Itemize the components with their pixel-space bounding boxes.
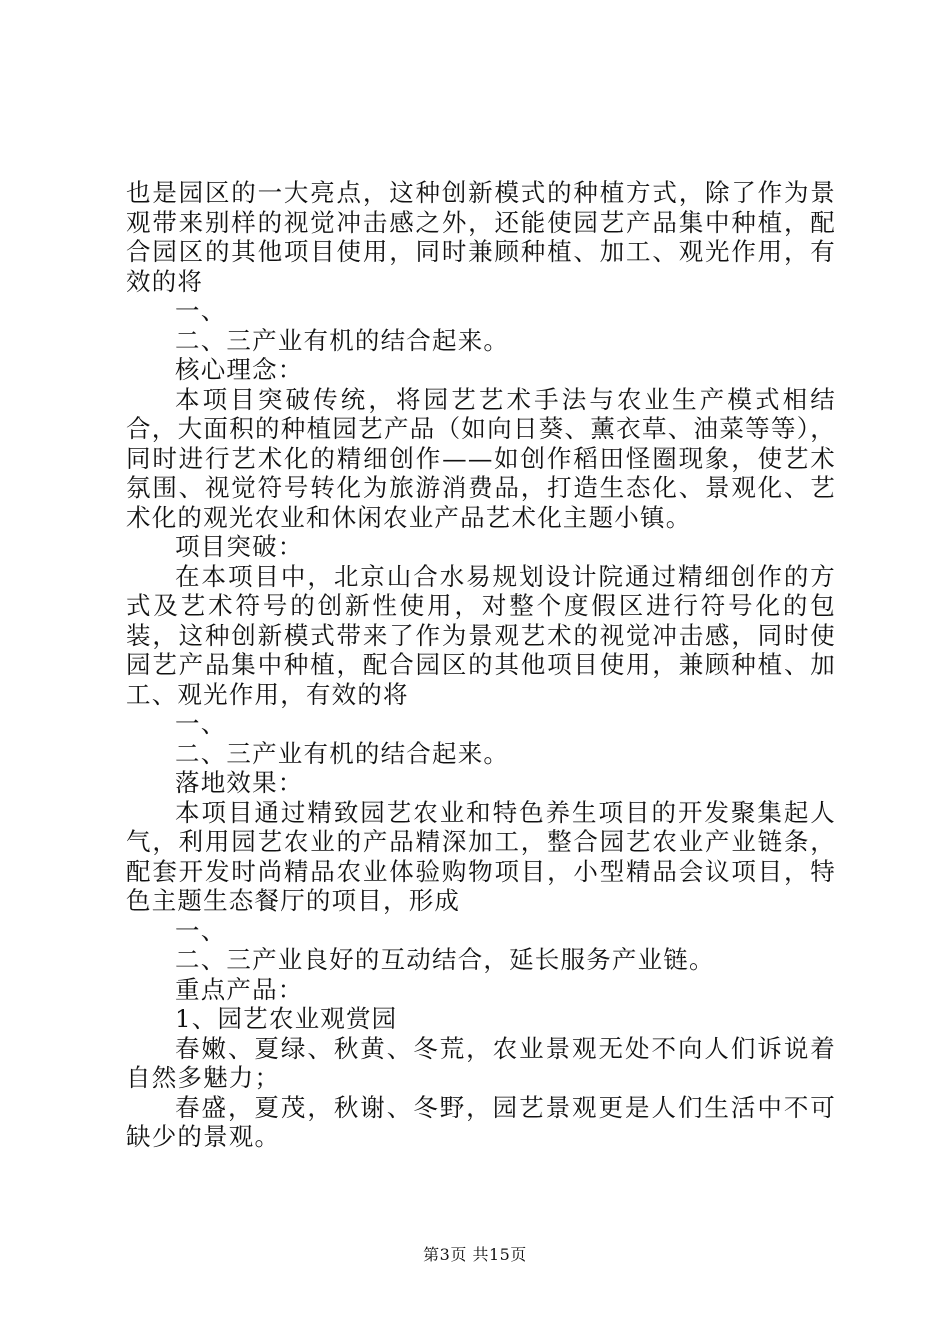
paragraph-core-concept: 本项目突破传统，将园艺艺术手法与农业生产模式相结合，大面积的种植园艺产品（如向日葵、薰衣草、油菜等等），同时进行艺术化的精细创作——如创作稻田怪圈现象，使艺术氛围、视觉符号转化为旅游消费品，打造生态化、景观化、艺术化的观光农业和休闲农业产品艺术化主题小镇。	[126, 384, 836, 532]
paragraph-seasons-agriculture: 春嫩、夏绿、秋黄、冬荒，农业景观无处不向人们诉说着自然多魅力；	[126, 1033, 836, 1092]
section-heading-project-breakthrough: 项目突破：	[175, 532, 304, 561]
paragraph-landing-effect: 本项目通过精致园艺农业和特色养生项目的开发聚集起人气，利用园艺农业的产品精深加工，整合园艺农业产业链条，配套开发时尚精品农业体验购物项目，小型精品会议项目，特色主题生态餐厅的项目，形成	[126, 797, 836, 915]
paragraph-industry-integration: 二、三产业有机的结合起来。	[175, 325, 510, 355]
section-heading-key-products: 重点产品：	[175, 974, 304, 1004]
paragraph-list-marker: 一、	[175, 915, 227, 945]
paragraph-intro-continuation: 也是园区的一大亮点，这种创新模式的种植方式，除了作为景观带来别样的视觉冲击感之外，还能使园艺产品集中种植，配合园区的其他项目使用，同时兼顾种植、加工、观光作用，有效的将	[126, 178, 836, 296]
page-number-label: 第3页 共15页	[423, 1245, 527, 1264]
page-footer	[0, 1242, 950, 1265]
document-body	[126, 178, 836, 1152]
section-heading-core-concept: 核心理念：	[175, 355, 304, 384]
paragraph-seasons-horticulture: 春盛，夏茂，秋谢、冬野，园艺景观更是人们生活中不可缺少的景观。	[126, 1092, 836, 1151]
section-heading-landing-effect: 落地效果：	[175, 768, 304, 797]
paragraph-industry-integration: 二、三产业有机的结合起来。	[175, 738, 510, 768]
paragraph-project-breakthrough: 在本项目中，北京山合水易规划设计院通过精细创作的方式及艺术符号的创新性使用，对整个度假区进行符号化的包装，这种创新模式带来了作为景观艺术的视觉冲击感，同时使园艺产品集中种植，配合园区的其他项目使用，兼顾种植、加工、观光作用，有效的将	[126, 561, 836, 709]
list-item-garden-park: 1、园艺农业观赏园	[175, 1004, 398, 1033]
paragraph-list-marker: 一、	[175, 709, 227, 738]
paragraph-list-marker: 一、	[175, 296, 227, 325]
paragraph-industry-interaction: 二、三产业良好的互动结合，延长服务产业链。	[175, 945, 715, 974]
